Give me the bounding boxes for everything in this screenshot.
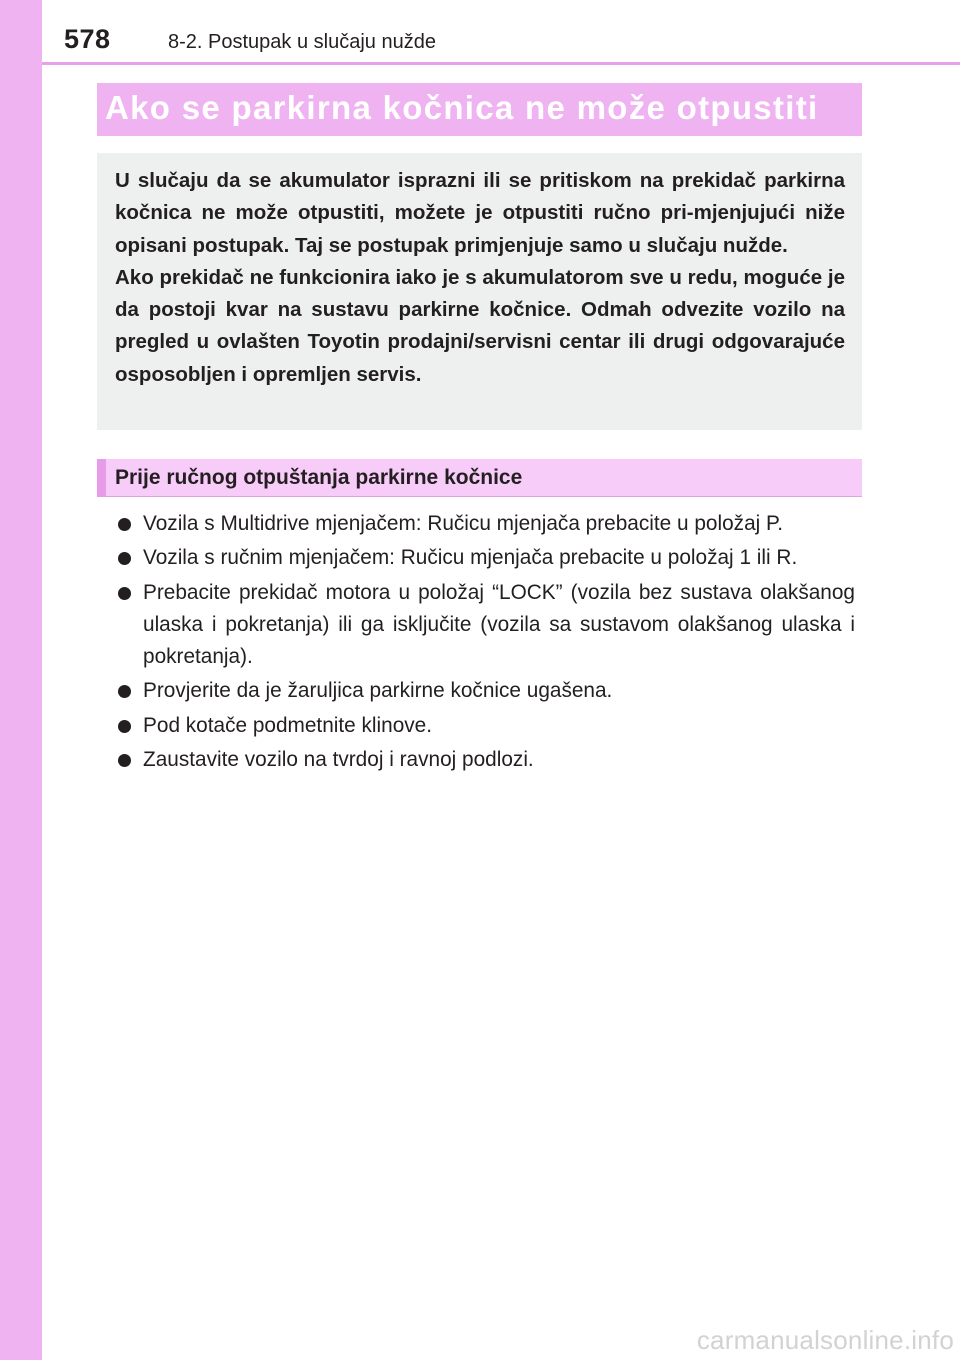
list-item: [118, 542, 855, 574]
intro-box: [97, 153, 862, 430]
list-item: [118, 710, 855, 742]
section-title: Ako se parkirna kočnica ne može otpustiti: [105, 89, 819, 126]
header-rule: [42, 62, 960, 65]
bullet-list: [118, 508, 855, 778]
bullet-icon: [118, 720, 131, 733]
bullet-icon: [118, 518, 131, 531]
list-item-text: Zaustavite vozilo na tvrdoj i ravnoj podlozi.: [143, 748, 534, 772]
bullet-icon: [118, 552, 131, 565]
intro-paragraph-1: U slučaju da se akumulator isprazni ili se pritiskom na prekidač parkirna kočnica ne može otpustiti, možete je otpustiti ručno pri-mjenjujući niže opisani postupak. Taj se postupak primjenjuje samo u slučaju nužde.: [115, 169, 845, 257]
list-item-text: Prebacite prekidač motora u položaj “LOCK” (vozila bez sustava olakšanog ulaska i pokretanja) ili ga isključite (vozila sa sustavom olakšanog ulaska i pokretanja).: [143, 580, 855, 669]
subsection-heading: Prije ručnog otpuštanja parkirne kočnice: [115, 466, 523, 489]
section-title-bar: [97, 83, 862, 136]
running-header: 8-2. Postupak u slučaju nužde: [168, 31, 436, 53]
list-item-text: Vozila s ručnim mjenjačem: Ručicu mjenjača prebacite u položaj 1 ili R.: [143, 546, 798, 570]
list-item: [118, 508, 855, 540]
bullet-icon: [118, 587, 131, 600]
bullet-icon: [118, 685, 131, 698]
watermark: carmanualsonline.info: [696, 1325, 954, 1355]
list-item-text: Vozila s Multidrive mjenjačem: Ručicu mjenjača prebacite u položaj P.: [143, 512, 784, 535]
list-item-text: Provjerite da je žaruljica parkirne kočnice ugašena.: [143, 679, 613, 703]
list-item: [118, 675, 855, 707]
subsection-heading-bar: [97, 459, 862, 497]
page-number: 578: [64, 24, 111, 54]
list-item: [118, 577, 855, 674]
side-color-band: [0, 0, 42, 1360]
bullet-icon: [118, 754, 131, 767]
list-item-text: Pod kotače podmetnite klinove.: [143, 713, 433, 737]
intro-paragraph-2: Ako prekidač ne funkcionira iako je s akumulatorom sve u redu, moguće je da postoji kvar na sustavu parkirne kočnice. Odmah odvezite vozilo na pregled u ovlašten Toyotin prodajni/servisni centar ili drugi odgovarajuće osposobljen i opremljen servis.: [115, 265, 845, 386]
list-item: [118, 744, 855, 776]
